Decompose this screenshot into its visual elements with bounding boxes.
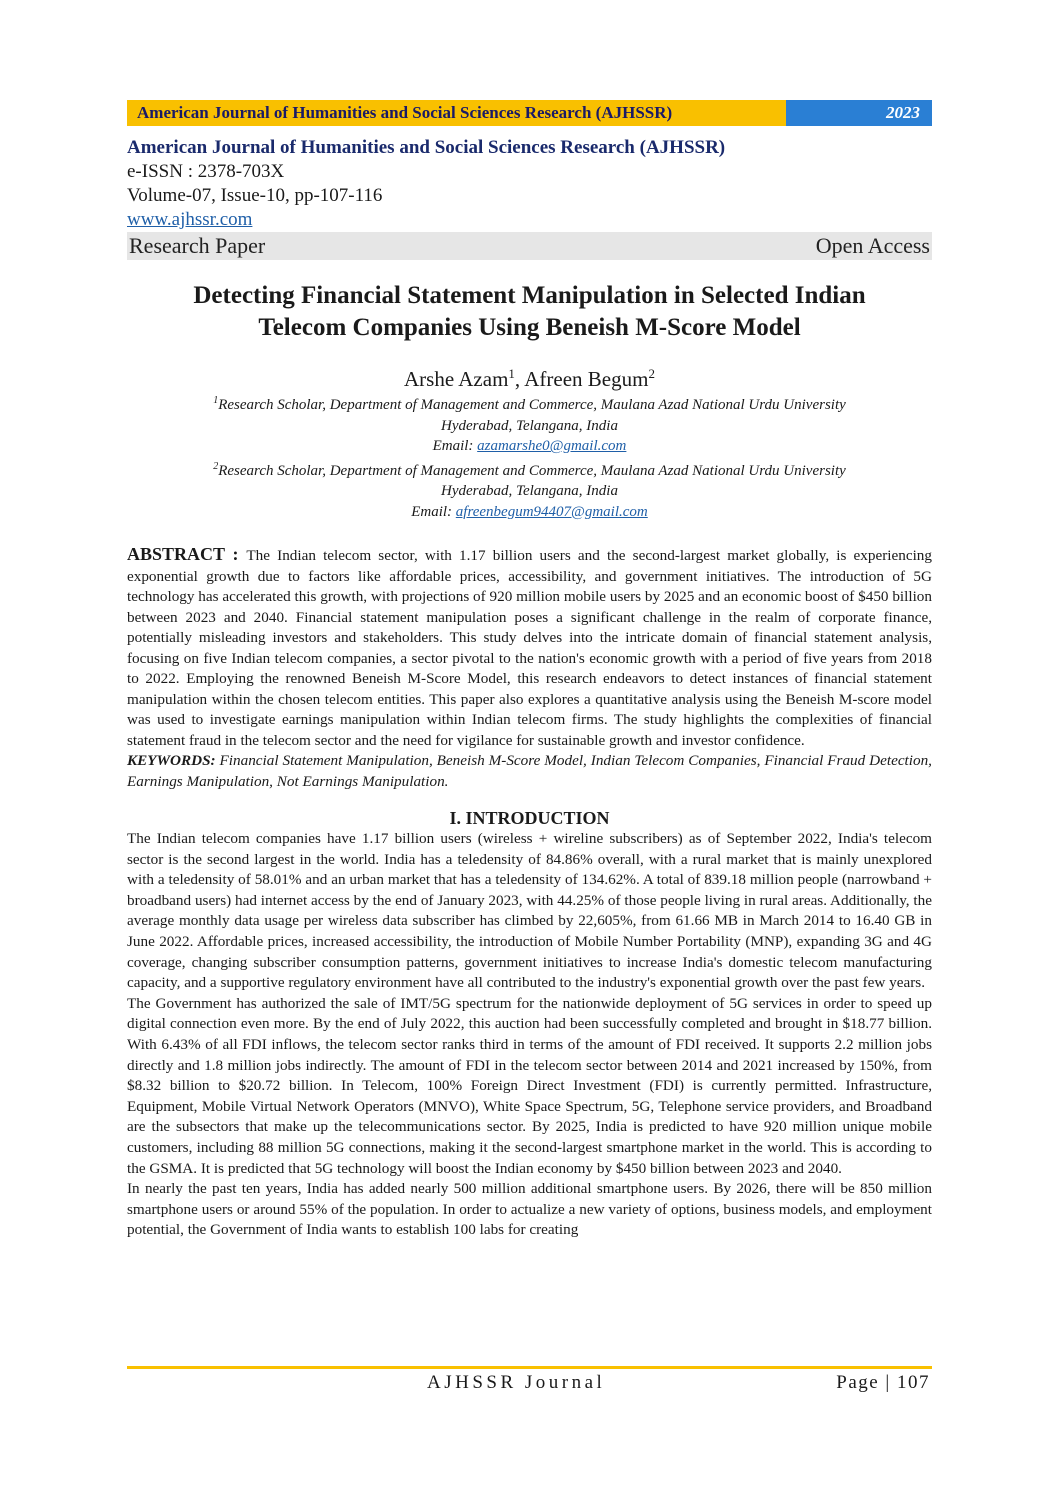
intro-paragraph-2: The Government has authorized the sale of IMT/5G spectrum for the nationwide deployment of 5G services in order to speed up digital connection even more. By the end of July 2022, this auction had been successfully completed and brought in $18.77 billion. With 6.43% of all FDI inflows, the telecom sector ranks third in terms of the amount of FDI received. It supports 2.2 million jobs directly and 1.8 million jobs indirectly. The amount of FDI in the telecom sector between 2014 and 2021 increased by 150%, from $8.32 billion to $20.72 billion. In Telecom, 100% Foreign Direct Investment (FDI) is currently permitted. Infrastructure, Equipment, Mobile Virtual Network Operators (MNVO), White Space Spectrum, 5G, Telephone service providers, and Broadband are the subsectors that make up the telecommunications sector. By 2025, India is predicted to have 920 million unique mobile customers, including 88 million 5G connections, making it the second-largest smartphone market in the world. This is according to the GSMA. It is predicted that 5G technology will boost the Indian economy by $450 billion between 2023 and 2040.	[127, 994, 932, 1177]
abstract-label: ABSTRACT :	[127, 544, 247, 564]
journal-title: American Journal of Humanities and Social Sciences Research (AJHSSR)	[127, 137, 726, 158]
author-separator: ,	[514, 367, 525, 391]
affil-2-line2: Hyderabad, Telangana, India	[441, 483, 618, 499]
section-heading: I. INTRODUCTION	[449, 808, 610, 828]
abstract-text: The Indian telecom sector, with 1.17 billion users and the second-largest market globally, is experiencing exponential growth due to factors like affordable prices, accessibility, and government initiatives. The introduction of 5G technology has accelerated this growth, with projections of 920 million mobile users by 2025 and an economic boost of $450 billion between 2023 and 2040. Financial statement manipulation poses a significant challenge in the realm of corporate finance, potentially misleading investors and stakeholders. This study delves into the intricate domain of financial statement analysis, focusing on five Indian telecom companies, a sector pivotal to the nation's economic growth with a period of five years from 2018 to 2022. Employing the renowned Beneish M-Score Model, this research endeavors to detect instances of financial statement manipulation within the chosen telecom entities. This paper also explores a quantitative analysis using the Beneish M-score model was used to investigate earnings manipulation within Indian telecom firms. The study highlights the complexities of financial statement fraud in the telecom sector and the need for vigilance for sustainable growth and investor confidence.	[127, 547, 932, 749]
title-line-2: Telecom Companies Using Beneish M-Score Model	[258, 314, 801, 341]
paper-page	[127, 100, 932, 1241]
affil-1-email-label: Email:	[432, 438, 478, 454]
issn-value: 2378-703X	[197, 161, 285, 182]
affil-2-sup: 2	[213, 460, 219, 472]
affil-1-line1: Research Scholar, Department of Management and Commerce, Maulana Azad National Urdu University	[218, 397, 846, 413]
paper-type-bar	[127, 232, 932, 260]
keywords	[127, 751, 932, 792]
affil-2-email-label: Email:	[411, 503, 456, 520]
header-journal-name: American Journal of Humanities and Social Sciences Research (AJHSSR)	[127, 100, 786, 126]
title-line-1: Detecting Financial Statement Manipulation in Selected Indian	[193, 282, 866, 309]
footer-divider	[127, 1366, 932, 1369]
paper-title	[127, 280, 932, 344]
abstract	[127, 544, 932, 751]
issn-line	[127, 160, 932, 184]
issn-label: e-ISSN :	[127, 161, 198, 182]
affiliation-1	[127, 391, 932, 457]
website-link[interactable]: www.ajhssr.com	[127, 209, 253, 230]
introduction-body	[127, 829, 932, 1241]
author-1: Arshe Azam	[404, 367, 509, 391]
affil-1-sup: 1	[213, 395, 219, 406]
author-2-sup: 2	[648, 366, 655, 381]
intro-paragraph-1: The Indian telecom companies have 1.17 billion users (wireless + wireline subscribers) as of September 2022, India's telecom sector is the second largest in the world. India has a teledensity of 84.86% overall, with a rural market that is mainly unexplored with a teledensity of 58.01% and an urban market that has a teledensity of 134.62%. A total of 839.18 million people (narrowband + broadband users) had internet access by the end of January 2023, with 44.25% of those people living in rural areas. Additionally, the average monthly data usage per wireless data subscriber has climbed by 22,605%, from 61.66 MB in March 2014 to 16.40 GB in June 2022. Affordable prices, increased accessibility, the introduction of Mobile Number Portability (MNP), expanding 3G and 4G coverage, changing subscriber consumption patterns, government initiatives to increase India's domestic telecom manufacturing capacity, and a supportive regulatory environment have all contributed to the industry's exponential growth over the past few years.	[127, 830, 932, 992]
footer-page-number: Page | 107	[836, 1372, 930, 1393]
footer-journal: AJHSSR Journal	[427, 1372, 606, 1393]
author-2: Afreen Begum	[524, 367, 649, 391]
affil-1-email-link[interactable]: azamarshe0@gmail.com	[477, 438, 627, 454]
author-list	[127, 362, 932, 391]
affiliation-2	[127, 457, 932, 523]
author-1-sup: 1	[508, 366, 515, 381]
affil-1-line2: Hyderabad, Telangana, India	[441, 417, 618, 434]
keywords-text: Financial Statement Manipulation, Beneish M-Score Model, Indian Telecom Companies, Financial Fraud Detection, Earnings Manipulation, Not Earnings Manipulation.	[127, 752, 932, 790]
header-year: 2023	[786, 100, 932, 126]
intro-paragraph-3: In nearly the past ten years, India has added nearly 500 million additional smartphone users. By 2026, there will be 850 million smartphone users or around 55% of the population. In order to actualize a new variety of options, business models, and employment potential, the Government of India wants to establish 100 labs for creating	[127, 1180, 932, 1239]
running-header	[127, 100, 932, 126]
journal-meta	[127, 136, 932, 232]
affil-2-line1: Research Scholar, Department of Management and Commerce, Maulana Azad National Urdu University	[218, 462, 846, 479]
access-type: Open Access	[815, 233, 930, 258]
paper-type: Research Paper	[129, 233, 266, 258]
keywords-label: KEYWORDS:	[127, 752, 220, 769]
volume-line: Volume-07, Issue-10, pp-107-116	[127, 185, 383, 206]
affil-2-email-link[interactable]: afreenbegum94407@gmail.com	[455, 503, 648, 520]
